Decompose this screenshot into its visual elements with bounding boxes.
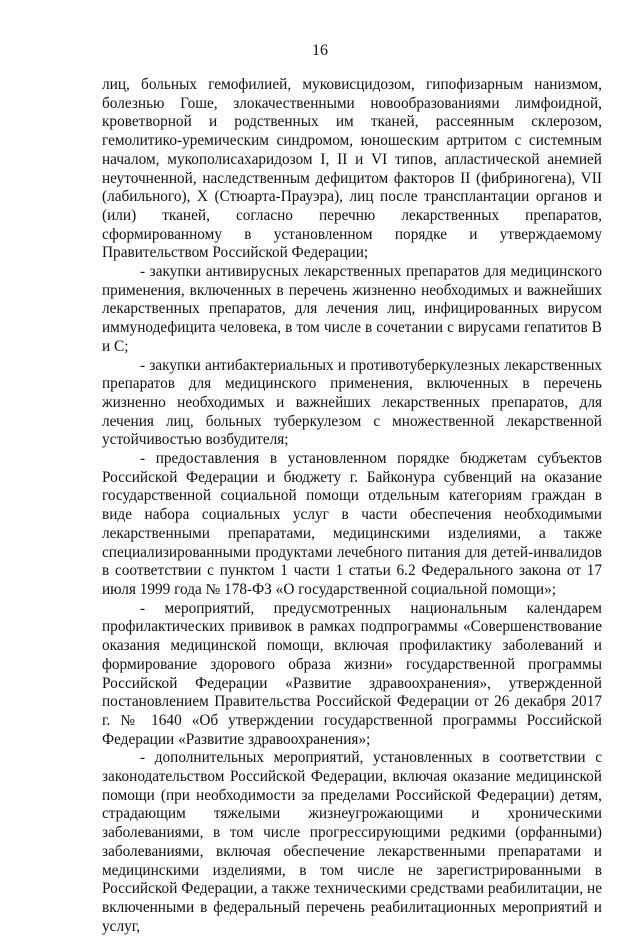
page-number: 16 <box>312 42 328 59</box>
paragraph-continuation: лиц, больных гемофилией, муковисцидозом, гипофизарным нанизмом, болезнью Гоше, злокачественными новообразованиями лимфоидной, кроветворной и родственных им тканей, рассеянным склерозом, гемолитико-уремическим синдромом, юношеским артритом с системным началом, мукополисахаридозом I, II и VI типов, апластической анемией неуточненной, наследственным дефицитом факторов II (фибриногена), VII (лабильного), X (Стюарта-Прауэра), лиц после трансплантации органов и (или) тканей, согласно перечню лекарственных препаратов, сформированному в установленном порядке и утверждаемому Правительством Российской Федерации; <box>102 76 602 262</box>
paragraph-vaccination-measures: - мероприятий, предусмотренных национальным календарем профилактических прививок в рамках подпрограммы «Совершенствование оказания медицинской помощи, включая профилактику заболеваний и формирование здорового образа жизни» государственной программы Российской Федерации «Развитие здравоохранения», утвержденной постановлением Правительства Российской Федерации от 26 декабря 2017 г. № 1640 «Об утверждении государственной программы Российской Федерации «Развитие здравоохранения»; <box>102 599 602 748</box>
paragraph-antiviral-purchases: - закупки антивирусных лекарственных препаратов для медицинского применения, включенных в перечень жизненно необходимых и важнейших лекарственных препаратов, для лечения лиц, инфицированных вирусом иммунодефицита человека, в том числе в сочетании с вирусами гепатитов В и С; <box>102 263 602 355</box>
document-body <box>102 76 602 936</box>
paragraph-antibacterial-purchases: - закупки антибактериальных и противотуберкулезных лекарственных препаратов для медицинского применения, включенных в перечень жизненно необходимых и важнейших лекарственных препаратов, для лечения лиц, больных туберкулезом с множественной лекарственной устойчивостью возбудителя; <box>102 356 602 449</box>
paragraph-subventions: - предоставления в установленном порядке бюджетам субъектов Российской Федерации и бюджету г. Байконура субвенций на оказание государственной социальной помощи отдельным категориям граждан в виде набора социальных услуг в части обеспечения необходимыми лекарственными препаратами, медицинскими изделиями, а также специализированными продуктами лечебного питания для детей-инвалидов в соответствии с пунктом 1 части 1 статьи 6.2 Федерального закона от 17 июля 1999 года № 178-ФЗ «О государственной социальной помощи»; <box>102 450 602 598</box>
paragraph-additional-measures: - дополнительных мероприятий, установленных в соответствии с законодательством Российской Федерации, включая оказание медицинской помощи (при необходимости за пределами Российской Федерации) детям, страдающим тяжелыми жизнеугрожающими и хроническими заболеваниями, в том числе прогрессирующими редкими (орфанными) заболеваниями, включая обеспечение лекарственными препаратами и медицинскими изделиями, в том числе не зарегистрированными в Российской Федерации, а также техническими средствами реабилитации, не включенными в федеральный перечень реабилитационных мероприятий и услуг, <box>102 749 602 935</box>
